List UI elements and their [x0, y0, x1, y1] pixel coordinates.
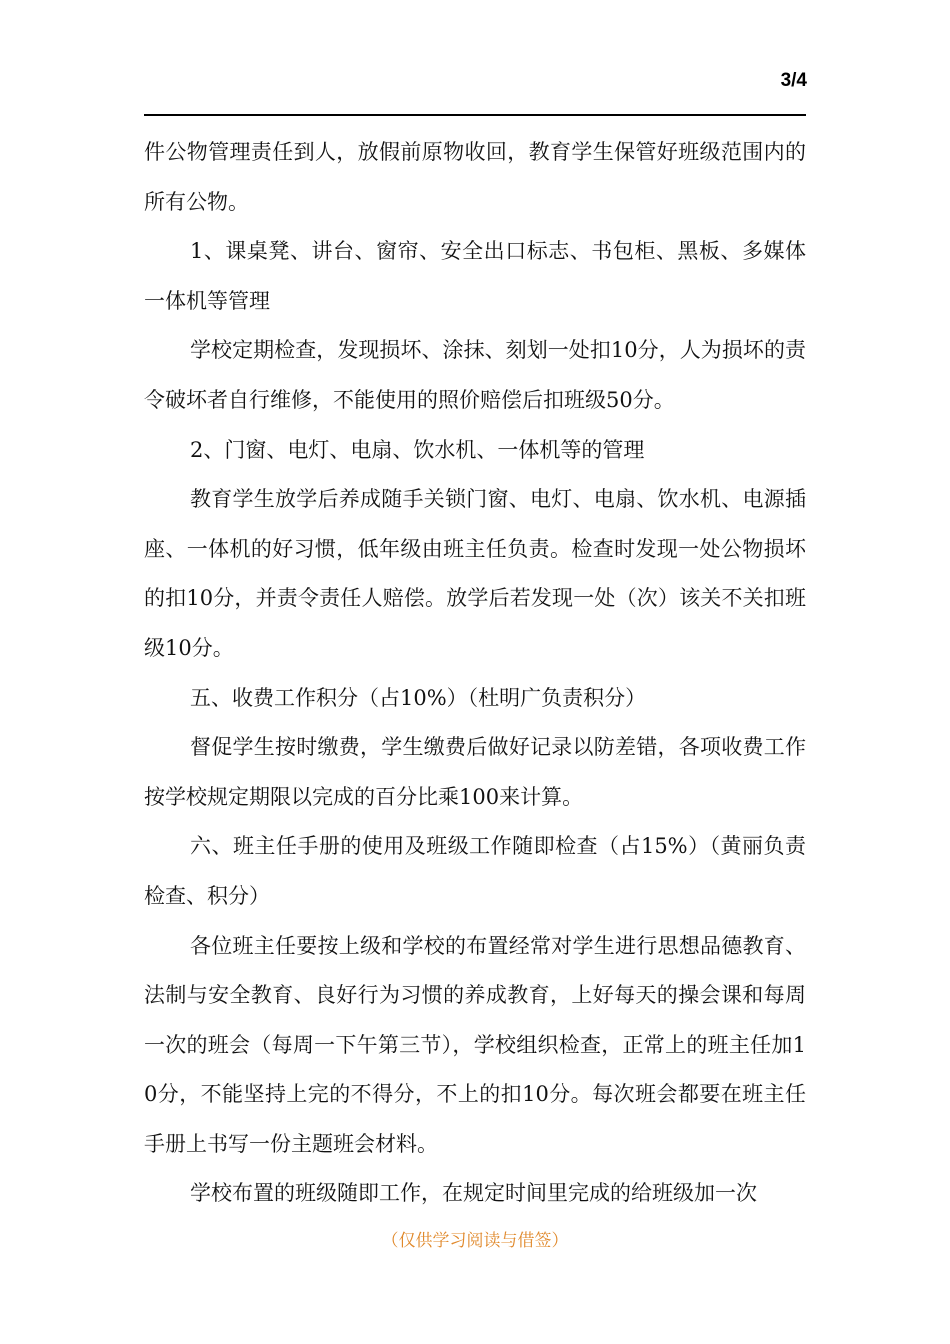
- paragraph-continuation: 件公物管理责任到人，放假前原物收回，教育学生保管好班级范围内的所有公物。: [144, 140, 806, 214]
- section-6-heading: 六、班主任手册的使用及班级工作随即检查（占15%）（黄丽负责检查、积分）: [144, 834, 806, 908]
- paragraph-item-1-body: 学校定期检查，发现损坏、涂抹、刻划一处扣10分，人为损坏的责令破坏者自行维修，不能使用的照价赔偿后扣班级50分。: [144, 338, 806, 412]
- paragraph-item-1-heading: 1、课桌凳、讲台、窗帘、安全出口标志、书包柜、黑板、多媒体一体机等管理: [144, 239, 806, 313]
- section-5-body: 督促学生按时缴费，学生缴费后做好记录以防差错，各项收费工作按学校规定期限以完成的百分比乘100来计算。: [144, 735, 806, 809]
- paragraph-item-2-body: 教育学生放学后养成随手关锁门窗、电灯、电扇、饮水机、电源插座、一体机的好习惯，低年级由班主任负责。检查时发现一处公物损坏的扣10分，并责令责任人赔偿。放学后若发现一处（次）该关不关扣班级10分。: [144, 487, 806, 660]
- section-6-body: 各位班主任要按上级和学校的布置经常对学生进行思想品德教育、法制与安全教育、良好行为习惯的养成教育，上好每天的操会课和每周一次的班会（每周一下午第三节），学校组织检查，正常上的班主任加10分，不能坚持上完的不得分，不上的扣10分。每次班会都要在班主任手册上书写一份主题班会材料。: [144, 933, 806, 1156]
- page-number: 3/4: [780, 70, 807, 91]
- header-divider: [144, 114, 806, 116]
- section-6-body-continued: 学校布置的班级随即工作，在规定时间里完成的给班级加一次: [190, 1181, 757, 1206]
- footer-note: （仅供学习阅读与借签）: [381, 1231, 569, 1251]
- document-body: [144, 128, 806, 1219]
- section-5-heading: 五、收费工作积分（占10%）（杜明广负责积分）: [190, 685, 647, 710]
- paragraph-item-2-heading: 2、门窗、电灯、电扇、饮水机、一体机等的管理: [190, 437, 645, 462]
